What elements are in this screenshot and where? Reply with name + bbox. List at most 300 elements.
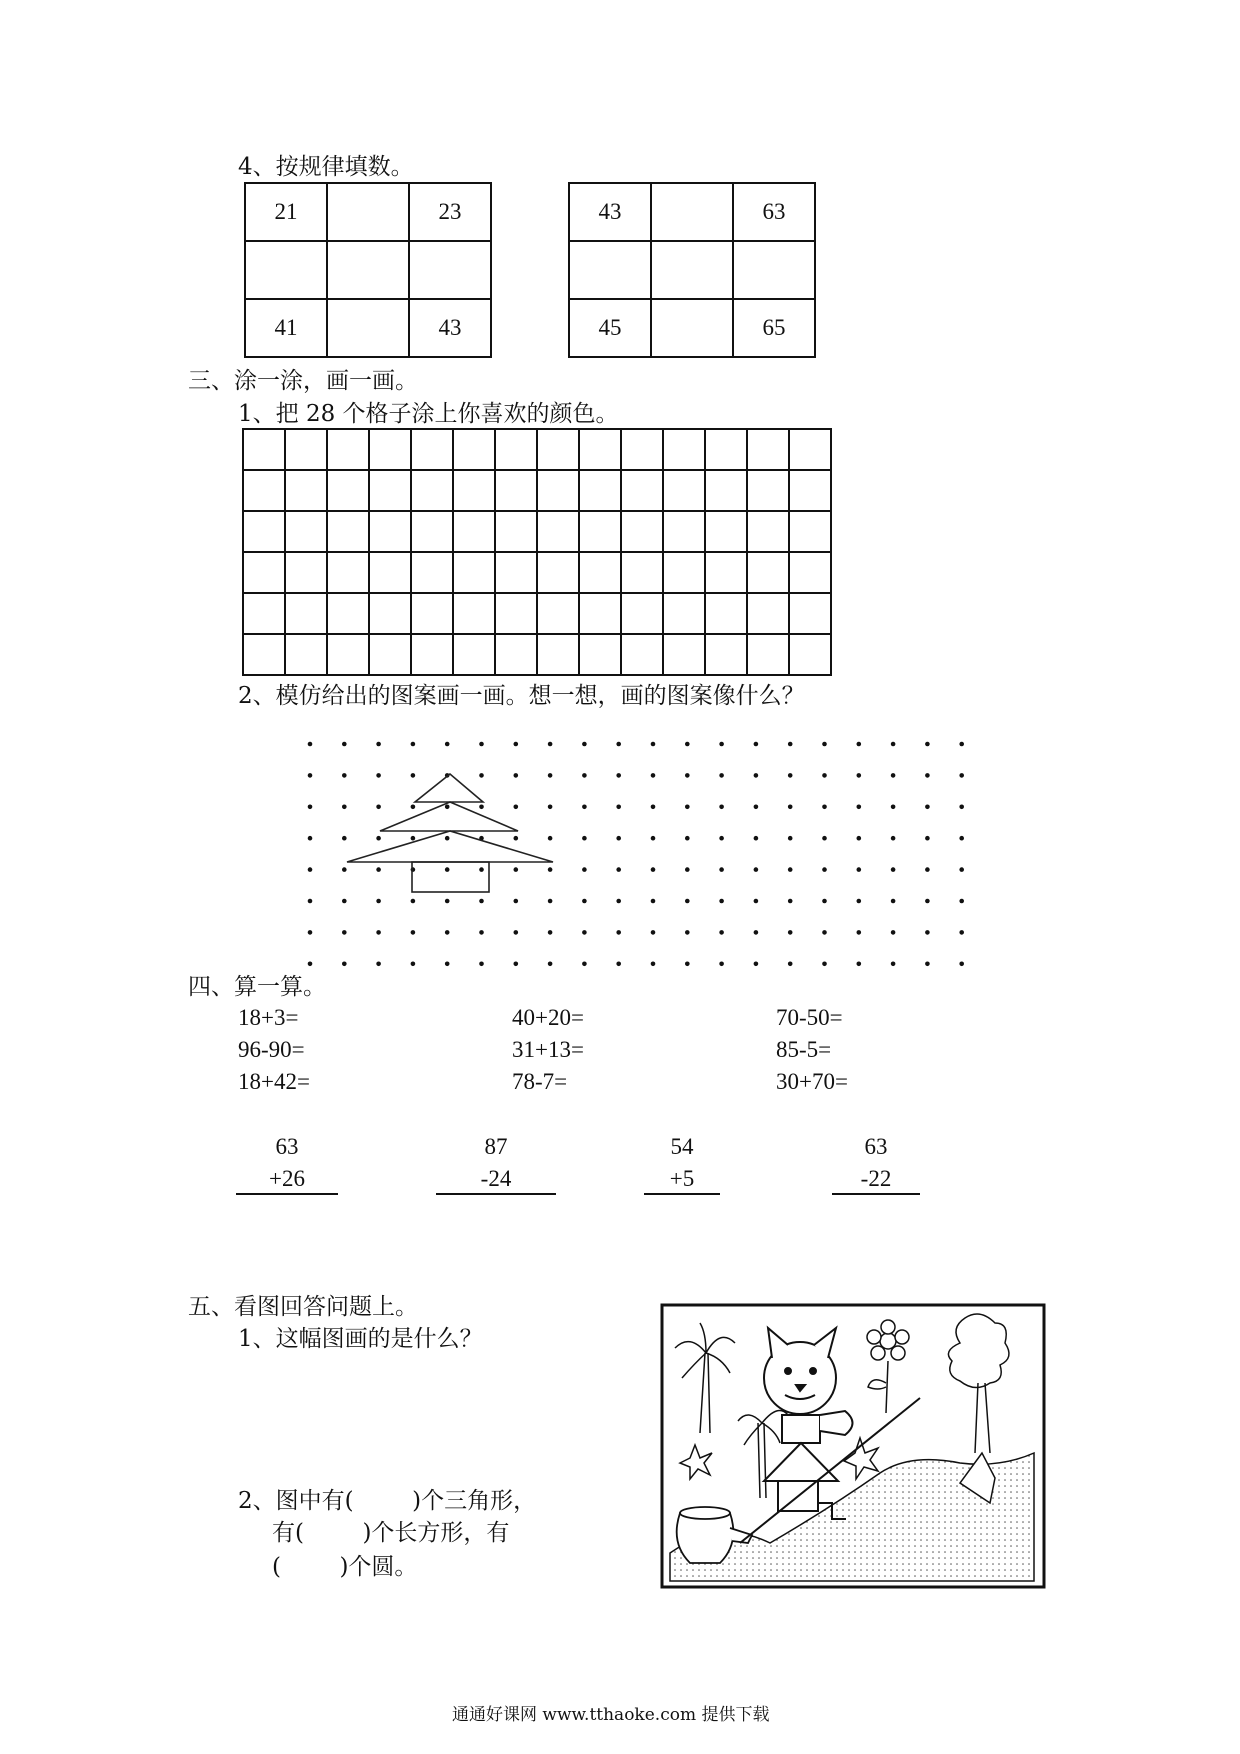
grid-dot[interactable] <box>548 836 553 841</box>
table-cell[interactable] <box>327 241 409 299</box>
grid-dot[interactable] <box>548 867 553 872</box>
grid-dot[interactable] <box>754 836 759 841</box>
section5-q1: 1、这幅图画的是什么？ <box>238 1326 483 1352</box>
grid-dot[interactable] <box>514 962 519 967</box>
vertical-calc <box>436 1134 556 1195</box>
grid-cell[interactable] <box>537 634 579 675</box>
grid-dot[interactable] <box>685 805 690 810</box>
grid-dot[interactable] <box>548 742 553 747</box>
section3-q1: 1、把 28 个格子涂上你喜欢的颜色。 <box>238 401 619 427</box>
grid-dot[interactable] <box>479 930 484 935</box>
grid-dot[interactable] <box>582 867 587 872</box>
grid-dot[interactable] <box>308 805 313 810</box>
grid-cell[interactable] <box>243 429 285 470</box>
vertical-calc <box>832 1134 920 1195</box>
cat-body-rect <box>782 1415 820 1443</box>
grid-cell[interactable] <box>495 552 537 593</box>
table-cell[interactable] <box>651 183 733 241</box>
grid-dot[interactable] <box>582 742 587 747</box>
vertical-bottom: +26 <box>236 1166 338 1195</box>
grid-dot[interactable] <box>376 899 381 904</box>
grid-dot[interactable] <box>376 867 381 872</box>
grid-dot[interactable] <box>788 836 793 841</box>
grid-dot[interactable] <box>342 773 347 778</box>
grid-cell[interactable] <box>495 429 537 470</box>
grid-cell[interactable] <box>453 470 495 511</box>
grid-cell[interactable] <box>663 429 705 470</box>
grid-dot[interactable] <box>479 867 484 872</box>
grid-cell[interactable] <box>663 470 705 511</box>
grid-dot[interactable] <box>445 899 450 904</box>
grid-cell[interactable] <box>621 552 663 593</box>
grid-dot[interactable] <box>857 867 862 872</box>
grid-dot[interactable] <box>925 930 930 935</box>
grid-cell[interactable] <box>537 511 579 552</box>
grid-dot[interactable] <box>445 742 450 747</box>
grid-cell[interactable] <box>663 593 705 634</box>
grid-dot[interactable] <box>925 836 930 841</box>
grid-cell[interactable] <box>453 429 495 470</box>
grid-dot[interactable] <box>685 962 690 967</box>
grid-cell[interactable] <box>495 511 537 552</box>
grid-dot[interactable] <box>342 930 347 935</box>
vertical-calc <box>644 1134 720 1195</box>
grid-dot[interactable] <box>891 867 896 872</box>
grid-cell[interactable] <box>495 593 537 634</box>
grid-dot[interactable] <box>411 836 416 841</box>
grid-dot[interactable] <box>651 962 656 967</box>
grid-dot[interactable] <box>891 962 896 967</box>
grid-dot[interactable] <box>925 773 930 778</box>
calc-item: 30+70= <box>776 1069 848 1094</box>
grid-dot[interactable] <box>754 742 759 747</box>
grid-dot[interactable] <box>754 962 759 967</box>
grid-cell[interactable] <box>747 634 789 675</box>
grid-dot[interactable] <box>925 867 930 872</box>
grid-dot[interactable] <box>685 899 690 904</box>
grid-cell[interactable] <box>285 470 327 511</box>
grid-cell[interactable] <box>285 511 327 552</box>
grid-cell[interactable] <box>369 634 411 675</box>
grid-dot[interactable] <box>342 836 347 841</box>
grid-dot[interactable] <box>411 899 416 904</box>
q4-title: 4、按规律填数。 <box>238 154 414 180</box>
grid-cell[interactable] <box>369 470 411 511</box>
grid-cell[interactable] <box>243 634 285 675</box>
grid-dot[interactable] <box>788 867 793 872</box>
section4-heading: 四、算一算。 <box>188 974 326 1000</box>
grid-dot[interactable] <box>857 962 862 967</box>
grid-dot[interactable] <box>616 962 621 967</box>
grid-cell[interactable] <box>789 552 831 593</box>
vertical-top: 87 <box>484 1134 508 1159</box>
grid-dot[interactable] <box>891 899 896 904</box>
grid-dot[interactable] <box>514 930 519 935</box>
grid-dot[interactable] <box>822 773 827 778</box>
grid-cell[interactable] <box>747 552 789 593</box>
grid-dot[interactable] <box>582 836 587 841</box>
calc-item: 78-7= <box>512 1069 568 1094</box>
grid-dot[interactable] <box>788 773 793 778</box>
grid-dot[interactable] <box>891 930 896 935</box>
grid-cell[interactable] <box>411 593 453 634</box>
grid-dot[interactable] <box>719 962 724 967</box>
grid-dot[interactable] <box>719 742 724 747</box>
grid-dot[interactable] <box>616 742 621 747</box>
dot-grid <box>308 742 964 966</box>
grid-dot[interactable] <box>857 899 862 904</box>
grid-cell[interactable] <box>789 593 831 634</box>
grid-dot[interactable] <box>719 867 724 872</box>
grid-dot[interactable] <box>719 773 724 778</box>
section5-q2-line2: 有( )个长方形，有 <box>272 1520 510 1546</box>
grid-dot[interactable] <box>616 805 621 810</box>
grid-cell[interactable] <box>327 511 369 552</box>
grid-dot[interactable] <box>342 805 347 810</box>
grid-dot[interactable] <box>891 836 896 841</box>
grid-dot[interactable] <box>308 742 313 747</box>
grid-cell[interactable] <box>285 593 327 634</box>
grid-cell[interactable] <box>411 634 453 675</box>
grid-dot[interactable] <box>548 805 553 810</box>
grid-dot[interactable] <box>891 773 896 778</box>
grid-dot[interactable] <box>582 962 587 967</box>
dot-grid-drawing[interactable] <box>290 720 1010 970</box>
grid-dot[interactable] <box>754 867 759 872</box>
grid-dot[interactable] <box>925 805 930 810</box>
grid-dot[interactable] <box>376 962 381 967</box>
grid-dot[interactable] <box>925 899 930 904</box>
grid-dot[interactable] <box>445 867 450 872</box>
grid-dot[interactable] <box>479 962 484 967</box>
grid-dot[interactable] <box>754 899 759 904</box>
grid-dot[interactable] <box>342 899 347 904</box>
section5-q2-line3: ( )个圆。 <box>272 1554 418 1580</box>
grid-dot[interactable] <box>445 836 450 841</box>
picture-illustration <box>660 1303 1046 1589</box>
grid-dot[interactable] <box>719 899 724 904</box>
grid-cell[interactable] <box>369 511 411 552</box>
grid-dot[interactable] <box>376 805 381 810</box>
grid-dot[interactable] <box>891 742 896 747</box>
grid-dot[interactable] <box>959 867 964 872</box>
grid-dot[interactable] <box>925 742 930 747</box>
grid-dot[interactable] <box>822 930 827 935</box>
grid-dot[interactable] <box>754 773 759 778</box>
grid-dot[interactable] <box>342 962 347 967</box>
table-cell: 45 <box>569 299 651 357</box>
grid-dot[interactable] <box>479 742 484 747</box>
grid-cell[interactable] <box>369 593 411 634</box>
grid-cell[interactable] <box>411 511 453 552</box>
grid-dot[interactable] <box>376 930 381 935</box>
grid-dot[interactable] <box>479 899 484 904</box>
table-cell: 23 <box>409 183 491 241</box>
grid-dot[interactable] <box>479 805 484 810</box>
grid-cell[interactable] <box>537 470 579 511</box>
vertical-calc <box>236 1134 338 1195</box>
grid-dot[interactable] <box>822 805 827 810</box>
grid-cell[interactable] <box>579 593 621 634</box>
table-cell: 41 <box>245 299 327 357</box>
table-cell[interactable] <box>569 241 651 299</box>
grid-cell[interactable] <box>789 634 831 675</box>
grid-dot[interactable] <box>411 930 416 935</box>
calc-item: 31+13= <box>512 1037 584 1062</box>
grid-cell[interactable] <box>789 470 831 511</box>
grid-dot[interactable] <box>445 962 450 967</box>
grid-cell[interactable] <box>495 634 537 675</box>
grid-cell[interactable] <box>789 429 831 470</box>
grid-cell[interactable] <box>705 593 747 634</box>
grid-dot[interactable] <box>616 930 621 935</box>
grid-dot[interactable] <box>616 773 621 778</box>
grid-cell[interactable] <box>243 470 285 511</box>
number-table-1 <box>244 182 492 358</box>
grid-dot[interactable] <box>685 836 690 841</box>
grid-dot[interactable] <box>514 899 519 904</box>
grid-cell[interactable] <box>327 552 369 593</box>
vertical-top: 63 <box>275 1134 299 1159</box>
grid-cell[interactable] <box>285 552 327 593</box>
grid-cell[interactable] <box>663 552 705 593</box>
grid-dot[interactable] <box>548 962 553 967</box>
grid-dot[interactable] <box>857 930 862 935</box>
grid-cell[interactable] <box>579 511 621 552</box>
vertical-top: 54 <box>670 1134 694 1159</box>
grid-cell[interactable] <box>243 552 285 593</box>
grid-dot[interactable] <box>514 773 519 778</box>
calc-item: 18+3= <box>238 1005 299 1030</box>
grid-cell[interactable] <box>243 593 285 634</box>
calc-item: 85-5= <box>776 1037 832 1062</box>
grid-cell[interactable] <box>453 552 495 593</box>
grid-cell[interactable] <box>621 593 663 634</box>
grid-cell[interactable] <box>243 511 285 552</box>
grid-dot[interactable] <box>754 805 759 810</box>
grid-dot[interactable] <box>788 805 793 810</box>
table-cell[interactable] <box>245 241 327 299</box>
grid-dot[interactable] <box>925 962 930 967</box>
table-cell[interactable] <box>409 241 491 299</box>
grid-dot[interactable] <box>445 930 450 935</box>
table-cell[interactable] <box>733 241 815 299</box>
grid-cell[interactable] <box>705 634 747 675</box>
grid-dot[interactable] <box>616 899 621 904</box>
grid-cell[interactable] <box>537 593 579 634</box>
calc-item: 18+42= <box>238 1069 310 1094</box>
grid-dot[interactable] <box>582 773 587 778</box>
grid-cell[interactable] <box>327 634 369 675</box>
grid-dot[interactable] <box>514 836 519 841</box>
grid-dot[interactable] <box>857 773 862 778</box>
grid-dot[interactable] <box>685 867 690 872</box>
grid-dot[interactable] <box>616 867 621 872</box>
grid-dot[interactable] <box>651 742 656 747</box>
calc-item: 96-90= <box>238 1037 305 1062</box>
grid-cell[interactable] <box>327 593 369 634</box>
grid-dot[interactable] <box>959 742 964 747</box>
grid-dot[interactable] <box>548 773 553 778</box>
grid-dot[interactable] <box>822 867 827 872</box>
footer-text: 通通好课网 www.tthaoke.com 提供下载 <box>452 1705 770 1725</box>
grid-dot[interactable] <box>822 899 827 904</box>
grid-dot[interactable] <box>857 836 862 841</box>
grid-dot[interactable] <box>342 742 347 747</box>
table-cell[interactable] <box>651 299 733 357</box>
grid-cell[interactable] <box>453 634 495 675</box>
grid-cell[interactable] <box>705 429 747 470</box>
grid-dot[interactable] <box>308 773 313 778</box>
section5-heading: 五、看图回答问题上。 <box>188 1294 418 1320</box>
grid-cell[interactable] <box>285 634 327 675</box>
grid-dot[interactable] <box>308 930 313 935</box>
grid-cell[interactable] <box>453 511 495 552</box>
grid-dot[interactable] <box>514 805 519 810</box>
number-table-2 <box>568 182 816 358</box>
tree-bottom-triangle <box>347 831 553 862</box>
grid-dot[interactable] <box>959 962 964 967</box>
grid-cell[interactable] <box>537 429 579 470</box>
grid-dot[interactable] <box>788 899 793 904</box>
cat-arm <box>820 1411 853 1435</box>
grid-dot[interactable] <box>308 962 313 967</box>
table-cell: 21 <box>245 183 327 241</box>
grid-cell[interactable] <box>621 634 663 675</box>
grid-dot[interactable] <box>548 899 553 904</box>
grid-dot[interactable] <box>651 773 656 778</box>
calc-item: 70-50= <box>776 1005 843 1030</box>
grid-dot[interactable] <box>411 805 416 810</box>
grid-cell[interactable] <box>621 470 663 511</box>
grid-dot[interactable] <box>788 930 793 935</box>
grid-cell[interactable] <box>663 511 705 552</box>
grid-dot[interactable] <box>651 836 656 841</box>
tree-pattern <box>347 774 553 892</box>
grid-dot[interactable] <box>719 836 724 841</box>
grid-dot[interactable] <box>411 773 416 778</box>
grid-cell[interactable] <box>327 470 369 511</box>
tree-trunk-rect <box>412 862 489 892</box>
grid-dot[interactable] <box>308 836 313 841</box>
grid-cell[interactable] <box>285 429 327 470</box>
grid-dot[interactable] <box>308 899 313 904</box>
grid-cell[interactable] <box>579 552 621 593</box>
vertical-top: 63 <box>864 1134 888 1159</box>
grid-dot[interactable] <box>376 773 381 778</box>
grid-dot[interactable] <box>616 836 621 841</box>
grid-dot[interactable] <box>959 773 964 778</box>
vertical-bottom: +5 <box>644 1166 720 1195</box>
coloring-grid[interactable] <box>242 428 832 676</box>
grid-dot[interactable] <box>651 867 656 872</box>
grid-cell[interactable] <box>411 470 453 511</box>
grid-cell[interactable] <box>621 511 663 552</box>
grid-dot[interactable] <box>788 962 793 967</box>
grid-cell[interactable] <box>705 470 747 511</box>
grid-cell[interactable] <box>705 511 747 552</box>
grid-dot[interactable] <box>685 930 690 935</box>
table-cell: 43 <box>409 299 491 357</box>
grid-dot[interactable] <box>548 930 553 935</box>
grid-cell[interactable] <box>747 429 789 470</box>
table-cell: 63 <box>733 183 815 241</box>
grid-dot[interactable] <box>411 742 416 747</box>
grid-dot[interactable] <box>582 899 587 904</box>
grid-cell[interactable] <box>747 593 789 634</box>
grid-cell[interactable] <box>789 511 831 552</box>
grid-dot[interactable] <box>959 930 964 935</box>
table-cell[interactable] <box>651 241 733 299</box>
grid-dot[interactable] <box>479 773 484 778</box>
grid-cell[interactable] <box>579 470 621 511</box>
grid-dot[interactable] <box>376 836 381 841</box>
grid-dot[interactable] <box>582 805 587 810</box>
grid-dot[interactable] <box>857 805 862 810</box>
grid-dot[interactable] <box>411 962 416 967</box>
grid-cell[interactable] <box>495 470 537 511</box>
section3-q2: 2、模仿给出的图案画一画。想一想，画的图案像什么？ <box>238 683 805 709</box>
grid-cell[interactable] <box>747 511 789 552</box>
grid-cell[interactable] <box>579 634 621 675</box>
grid-dot[interactable] <box>822 836 827 841</box>
table-cell: 65 <box>733 299 815 357</box>
section5-q2-line1: 2、图中有( )个三角形， <box>238 1488 537 1514</box>
grid-dot[interactable] <box>342 867 347 872</box>
grid-cell[interactable] <box>747 470 789 511</box>
vertical-bottom: -24 <box>436 1166 556 1195</box>
grid-dot[interactable] <box>651 899 656 904</box>
table-cell[interactable] <box>327 183 409 241</box>
grid-dot[interactable] <box>959 836 964 841</box>
grid-dot[interactable] <box>376 742 381 747</box>
grid-dot[interactable] <box>651 930 656 935</box>
grid-dot[interactable] <box>822 742 827 747</box>
grid-cell[interactable] <box>369 429 411 470</box>
grid-dot[interactable] <box>514 742 519 747</box>
table-cell: 43 <box>569 183 651 241</box>
grid-cell[interactable] <box>537 552 579 593</box>
grid-dot[interactable] <box>891 805 896 810</box>
grid-cell[interactable] <box>411 552 453 593</box>
grid-dot[interactable] <box>308 867 313 872</box>
grid-dot[interactable] <box>959 805 964 810</box>
grid-dot[interactable] <box>959 899 964 904</box>
grid-dot[interactable] <box>445 805 450 810</box>
grid-cell[interactable] <box>621 429 663 470</box>
grid-cell[interactable] <box>411 429 453 470</box>
grid-dot[interactable] <box>754 930 759 935</box>
grid-cell[interactable] <box>579 429 621 470</box>
tree-top-triangle <box>415 774 483 802</box>
grid-cell[interactable] <box>705 552 747 593</box>
grid-dot[interactable] <box>719 930 724 935</box>
grid-cell[interactable] <box>663 634 705 675</box>
grid-dot[interactable] <box>822 962 827 967</box>
grid-cell[interactable] <box>453 593 495 634</box>
grid-dot[interactable] <box>685 773 690 778</box>
grid-cell[interactable] <box>327 429 369 470</box>
grid-dot[interactable] <box>788 742 793 747</box>
grid-dot[interactable] <box>719 805 724 810</box>
grid-dot[interactable] <box>685 742 690 747</box>
grid-dot[interactable] <box>514 867 519 872</box>
grid-cell[interactable] <box>369 552 411 593</box>
grid-dot[interactable] <box>582 930 587 935</box>
grid-dot[interactable] <box>651 805 656 810</box>
grid-dot[interactable] <box>857 742 862 747</box>
table-cell[interactable] <box>327 299 409 357</box>
